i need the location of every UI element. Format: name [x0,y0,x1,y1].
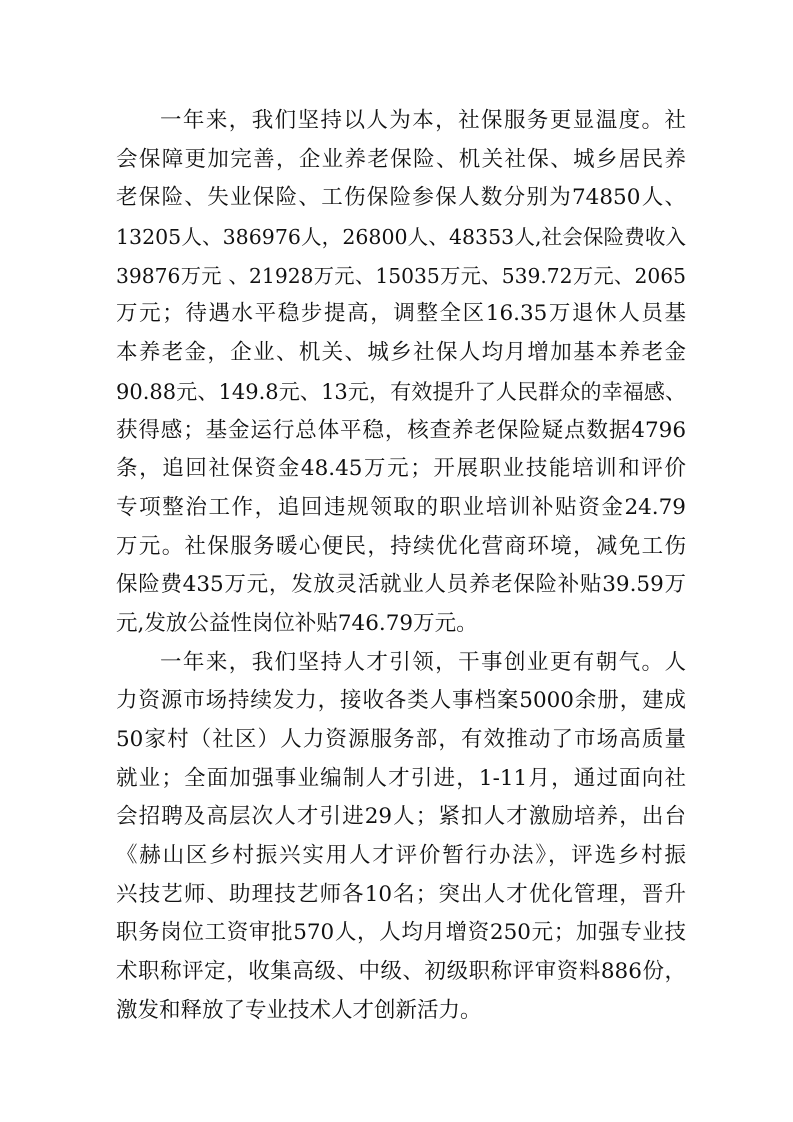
text-line: 50家村（社区）人力资源服务部，有效推动了市场高质量 [116,727,686,752]
text-line: 保险费435万元，发放灵活就业人员养老保险补贴39.59万 [116,572,686,598]
paragraph-talent [116,644,686,1031]
text-line: 会保障更加完善，企业养老保险、机关社保、城乡居民养 [116,146,686,172]
text-line: 兴技艺师、助理技艺师各10名；突出人才优化管理，晋升 [116,881,686,907]
text-line: 39876万元 、21928万元、15035万元、539.72万元、2065 [116,263,686,288]
text-line: 条，追回社保资金48.45万元；开展职业技能培训和评价 [116,456,686,482]
text-line: 一年来，我们坚持以人为本，社保服务更显温度。社 [160,108,686,133]
paragraph-social-security [116,102,686,644]
text-line: 激发和释放了专业技术人才创新活力。 [116,997,482,1023]
text-line: 力资源市场持续发力，接收各类人事档案5000余册，建成 [116,688,686,714]
text-line: 就业；全面加强事业编制人才引进，1-11月，通过面向社 [116,765,686,791]
text-line: 会招聘及高层次人才引进29人；紧扣人才激励培养，出台 [116,804,686,830]
text-line: 元,发放公益性岗位补贴746.79万元。 [116,610,478,636]
text-line: 《赫山区乡村振兴实用人才评价暂行办法》，评选乡村振 [116,843,686,869]
text-line: 专项整治工作，追回违规领取的职业培训补贴资金24.79 [116,494,686,520]
text-line: 万元；待遇水平稳步提高，调整全区16.35万退休人员基 [116,301,686,327]
text-line: 职务岗位工资审批570人，人均月增资250元；加强专业技 [116,920,686,946]
text-line: 一年来，我们坚持人才引领，干事创业更有朝气。人 [160,649,686,675]
text-line: 90.88元、149.8元、13元，有效提升了人民群众的幸福感、 [116,379,686,404]
document-body [116,102,686,1031]
text-line: 本养老金，企业、机关、城乡社保人均月增加基本养老金 [116,340,686,366]
text-line: 13205人、386976人，26800人、48353人,社会保险费收入 [116,225,686,250]
text-line: 获得感；基金运行总体平稳，核查养老保险疑点数据4796 [116,417,686,443]
text-line: 术职称评定，收集高级、中级、初级职称评审资料886份， [116,959,686,985]
text-line: 老保险、失业保险、工伤保险参保人数分别为74850人、 [116,185,686,211]
text-line: 万元。社保服务暖心便民，持续优化营商环境，减免工伤 [116,533,686,559]
